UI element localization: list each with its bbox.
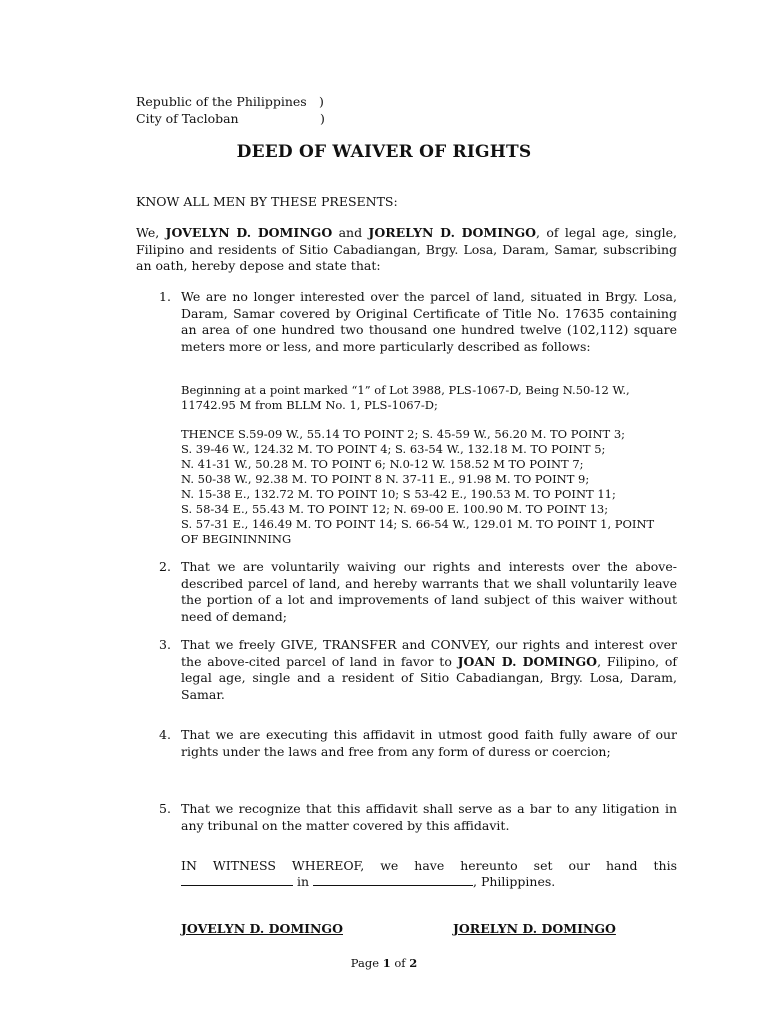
header-republic [136,94,324,110]
description-line: S. 57-31 E., 146.49 M. TO POINT 14; S. 66-54 W., 129.01 M. TO POINT 1, POINT [181,517,655,531]
description-thence [181,427,681,547]
header-city [136,111,325,127]
item-4-number: 4. [159,727,171,742]
item-3-text-before: That we freely GIVE, TRANSFER and CONVEY, our rights and interest over the above-cited parcel of land in favor to [181,637,677,669]
know-all-line: KNOW ALL MEN BY THESE PRESENTS: [136,194,398,209]
item-3-grantee: JOAN D. DOMINGO [457,653,598,669]
description-line: S. 58-34 E., 55.43 M. TO POINT 12; N. 69-00 E. 100.90 M. TO POINT 13; [181,502,609,516]
description-line: N. 41-31 W., 50.28 M. TO POINT 6; N.0-12 W. 158.52 M TO POINT 7; [181,457,584,471]
footer-page-word: Page [350,956,383,970]
witness-line-1: IN WITNESS WHEREOF, we have hereunto set our hand this [181,858,677,873]
intro-name-2: JORELYN D. DOMINGO [368,225,537,240]
intro-and: and [338,225,363,240]
header-city-text: City of Tacloban [136,111,239,126]
signatory-1: JOVELYN D. DOMINGO [181,921,343,936]
signatory-2: JORELYN D. DOMINGO [453,921,616,936]
item-5-number: 5. [159,801,171,816]
header-paren-2: ) [320,111,325,126]
item-3-number: 3. [159,637,171,652]
page-footer [0,956,768,970]
item-2-number: 2. [159,559,171,574]
description-line: OF BEGININNING [181,532,292,546]
item-2-text: That we are voluntarily waiving our rights and interests over the above-described parcel of land, and hereby warrants that we shall voluntarily leave the portion of a lot and improvements of land subject of this waiver without need of demand; [181,559,677,624]
header-republic-text: Republic of the Philippines [136,94,307,109]
intro-name-1: JOVELYN D. DOMINGO [165,225,333,240]
date-blank[interactable] [181,874,293,886]
description-line: N. 15-38 E., 132.72 M. TO POINT 10; S 53-42 E., 190.53 M. TO POINT 11; [181,487,616,501]
item-3-text-after: , Filipino, of legal age, single and a resident of Sitio Cabadiangan, Brgy. Losa, Daram, Samar. [181,653,678,702]
item-1-number: 1. [159,289,171,304]
document-title: DEED OF WAIVER OF RIGHTS [236,142,532,162]
witness-in: in [296,874,314,889]
footer-current-page: 1 [382,956,391,970]
item-1-text: We are no longer interested over the parcel of land, situated in Brgy. Losa, Daram, Samar covered by Original Certificate of Title No. 17635 containing an area of one hundred two thousand one hundred twelve (102,112) square meters more or less, and more particularly described as follows: [181,289,677,354]
description-beginning [181,383,681,413]
place-blank[interactable] [313,874,473,886]
description-line: S. 39-46 W., 124.32 M. TO POINT 4; S. 63-54 W., 132.18 M. TO POINT 5; [181,442,606,456]
intro-paragraph [136,225,677,275]
witness-line-2 [181,874,555,891]
description-line: 11742.95 M from BLLM No. 1, PLS-1067-D; [181,398,438,412]
footer-total-pages: 2 [409,956,418,970]
intro-rest: , of legal age, single, Filipino and residents of Sitio Cabadiangan, Brgy. Losa, Daram, Samar, subscribing an oath, hereby depose and state that: [136,225,677,273]
item-3-text [181,637,677,703]
header-paren-1: ) [319,94,324,109]
item-4-text: That we are executing this affidavit in utmost good faith fully aware of our rights under the laws and free from any form of duress or coercion; [181,727,677,759]
description-line: N. 50-38 W., 92.38 M. TO POINT 8 N. 37-11 E., 91.98 M. TO POINT 9; [181,472,590,486]
witness-end: , Philippines. [473,874,556,889]
footer-of-word: of [390,956,410,970]
description-line: THENCE S.59-09 W., 55.14 TO POINT 2; S. 45-59 W., 56.20 M. TO POINT 3; [181,427,626,441]
description-line: Beginning at a point marked “1” of Lot 3988, PLS-1067-D, Being N.50-12 W., [181,383,630,397]
intro-we: We, [136,225,160,240]
item-5-text: That we recognize that this affidavit shall serve as a bar to any litigation in any tribunal on the matter covered by this affidavit. [181,801,677,833]
